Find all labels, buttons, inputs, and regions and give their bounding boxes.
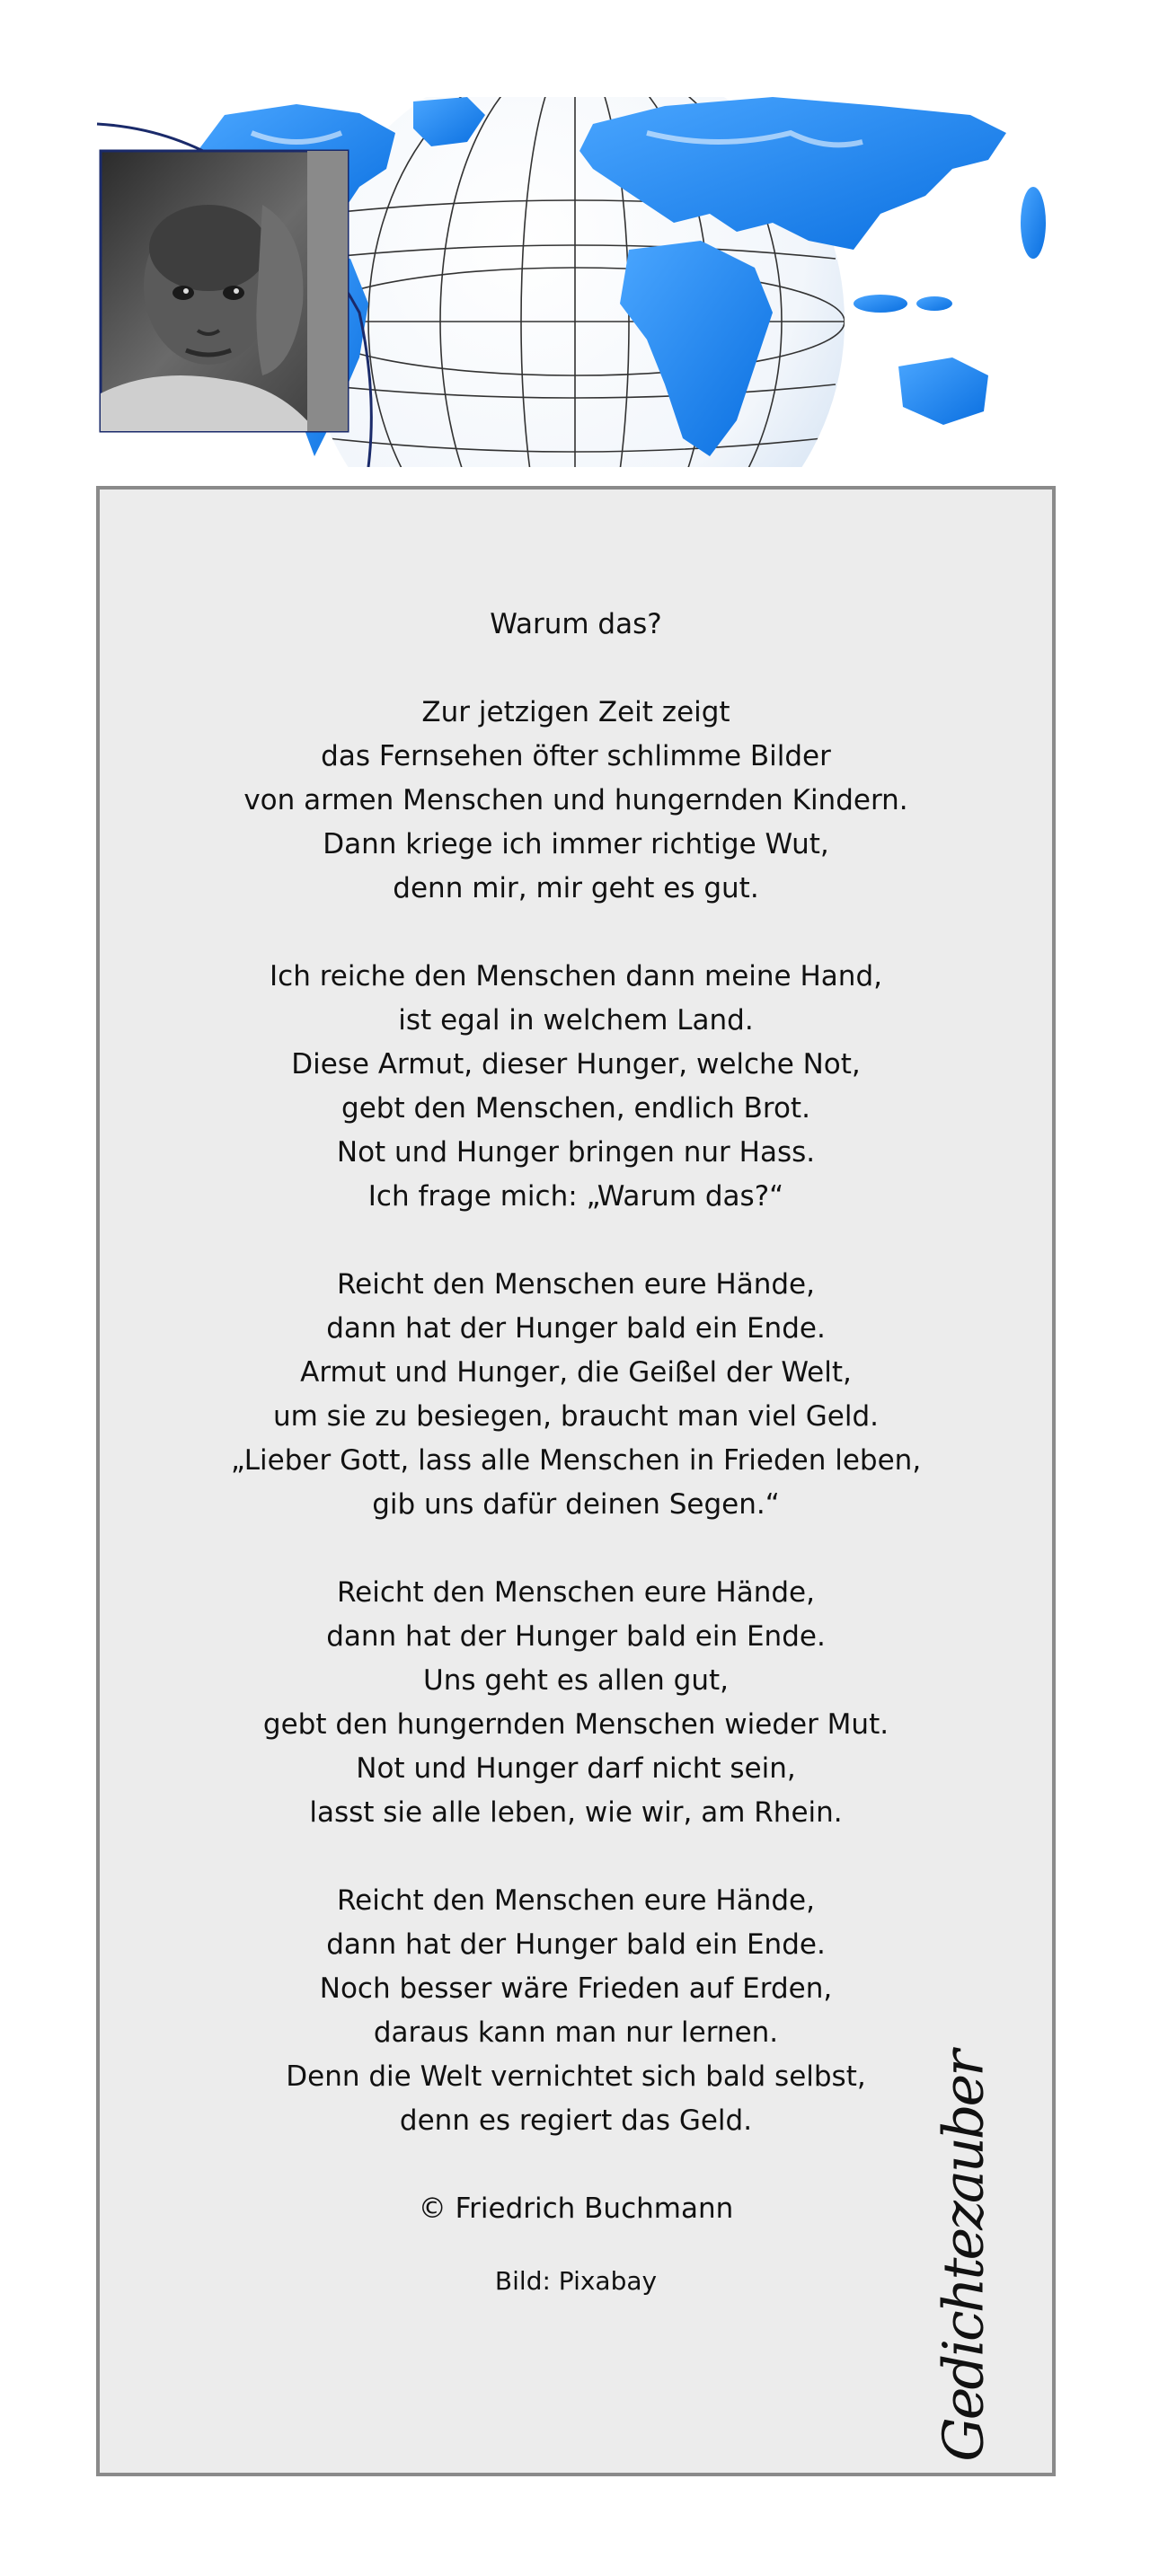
signature-logo xyxy=(905,2052,1022,2462)
poem-line: gebt den hungernden Menschen wieder Mut. xyxy=(262,1708,889,1741)
stanza xyxy=(100,691,1052,911)
poem-line: denn mir, mir geht es gut. xyxy=(393,872,759,904)
poem-line: gib uns dafür deinen Segen.“ xyxy=(372,1488,780,1521)
poem-line: ist egal in welchem Land. xyxy=(398,1004,754,1037)
poem-line: Diese Armut, dieser Hunger, welche Not, xyxy=(291,1048,861,1081)
child-photo xyxy=(101,151,348,431)
poem-line: von armen Menschen und hungernden Kindern. xyxy=(243,784,908,816)
poem-line: dann hat der Hunger bald ein Ende. xyxy=(326,1928,826,1961)
poem-line: lasst sie alle leben, wie wir, am Rhein. xyxy=(309,1796,843,1829)
poem-line: Not und Hunger bringen nur Hass. xyxy=(336,1136,816,1169)
image-credit: Bild: Pixabay xyxy=(494,2266,658,2296)
poem-line: „Lieber Gott, lass alle Menschen in Frieden leben, xyxy=(230,1444,922,1477)
poem-line: Ich reiche den Menschen dann meine Hand, xyxy=(270,960,882,992)
poem-line: Uns geht es allen gut, xyxy=(423,1664,729,1697)
author-credit: © Friedrich Buchmann xyxy=(418,2192,734,2225)
poem-line: Denn die Welt vernichtet sich bald selbst, xyxy=(286,2060,866,2093)
poem-line: Ich frage mich: „Warum das?“ xyxy=(367,1180,784,1213)
poem-line: Zur jetzigen Zeit zeigt xyxy=(421,696,730,728)
poem-line: Dann kriege ich immer richtige Wut, xyxy=(323,828,829,860)
poem-card xyxy=(96,486,1056,2476)
poem-line: Not und Hunger darf nicht sein, xyxy=(356,1752,796,1785)
poem-line: denn es regiert das Geld. xyxy=(399,2104,753,2137)
poem-line: um sie zu besiegen, braucht man viel Geld. xyxy=(272,1400,880,1433)
poem-line: Armut und Hunger, die Geißel der Welt, xyxy=(300,1356,852,1389)
poem-line: dann hat der Hunger bald ein Ende. xyxy=(326,1312,826,1345)
poem xyxy=(100,603,1052,2299)
poem-line: gebt den Menschen, endlich Brot. xyxy=(341,1092,810,1125)
header-banner xyxy=(90,97,1078,467)
poem-line: dann hat der Hunger bald ein Ende. xyxy=(326,1620,826,1653)
poem-line: Reicht den Menschen eure Hände, xyxy=(337,1884,815,1917)
poem-line: Noch besser wäre Frieden auf Erden, xyxy=(319,1972,833,2005)
poem-line: das Fernsehen öfter schlimme Bilder xyxy=(321,740,831,772)
signature-text: Gedichtezauber xyxy=(930,2052,996,2462)
poem-line: daraus kann man nur lernen. xyxy=(373,2016,779,2049)
poem-line: Reicht den Menschen eure Hände, xyxy=(337,1268,815,1301)
globe-map-illustration xyxy=(90,97,1078,467)
stanza xyxy=(100,955,1052,1219)
poem-title: Warum das? xyxy=(490,608,662,640)
poem-line: Reicht den Menschen eure Hände, xyxy=(337,1576,815,1609)
stanza xyxy=(100,1263,1052,1527)
stanza xyxy=(100,1571,1052,1835)
